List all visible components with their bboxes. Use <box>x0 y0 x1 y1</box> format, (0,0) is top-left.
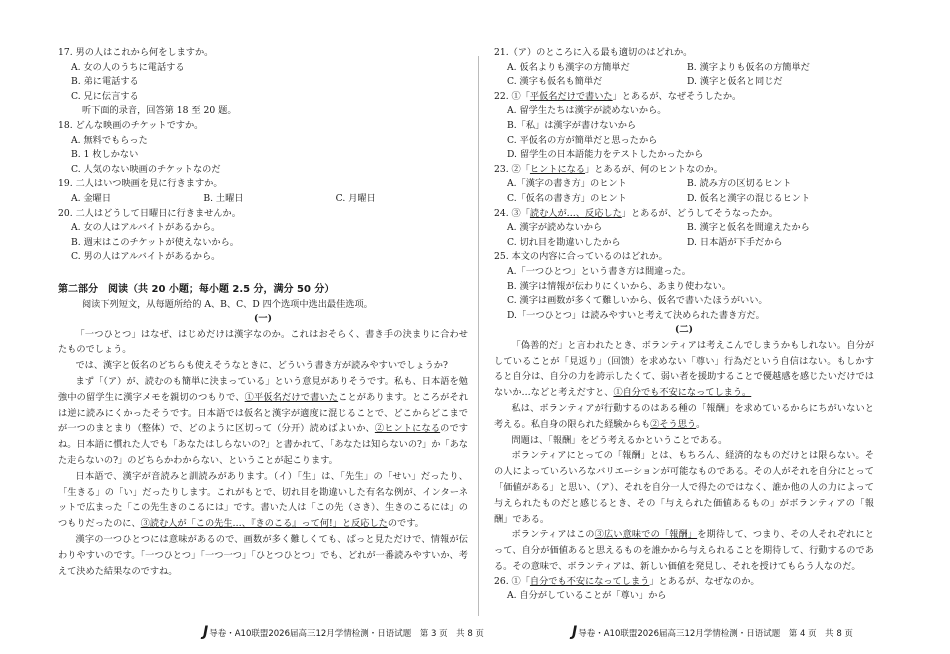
q21-options-ab <box>494 61 874 76</box>
q25-option-c: C. 漢字は画数が多くて難しいから、仮名で書いたほうがいい。 <box>507 295 768 307</box>
q17-stem: 17. 男の人はこれから何をしますか。 <box>58 47 214 58</box>
q19-stem: 19. 二人はいつ映画を見に行きますか。 <box>58 178 223 190</box>
section-title: 第二部分 阅读（共 20 小题；每小题 2.5 分，满分 50 分） <box>58 283 335 295</box>
q21-option-c: C. 漢字も仮名も簡単だ <box>507 76 603 88</box>
q23-options-cd <box>494 192 874 207</box>
page-divider <box>478 56 479 616</box>
passage-1-label: (一) <box>254 313 272 325</box>
q18-option-c: C. 人気のない映画のチケットなのだ <box>71 163 221 175</box>
q18-option-b: B. 1 枚しかない <box>71 149 139 161</box>
section-instruction: 阅读下列短文，从每题所给的 A、B、C、D 四个选项中选出最佳选项。 <box>82 298 373 310</box>
q22-stem: 22. ①「平仮名だけで書いた」とあるが、なぜそうしたか。 <box>494 90 742 102</box>
passage-1-para-3: まず「（ア）が、読むのも簡単に決まっている」という意見がありそうです。私も、日本語を勉強中の留学生に漢字メモを親切のつもりで、①平仮名だけで書いたことがあります。ところがそれは逆に読みにくかったそうです。日本語では仮名と漢字が適度に混じることで、どこからどこまでが一つのまとまり（整体）で、どのように区切って（分开）読めばよいか、②ヒントになるのですね。日本語に慣れた人でも「あなたはしらないの?」と書かれて、「あなたは知らないの?」か「あなた走らないの?」のどちらかわからない、ということが起こります。 <box>58 376 469 467</box>
passage-2-para-1: 「偽善的だ」と言われたとき、ボランティアは考えこんでしまうかもしれない。自分がしていることが「見返り」（回馈）を求めない「尊い」行為だという自信はない。もしかすると自分は、自分の力を誇示したくて、弱い者を援助することで優越感を感じたいだけではないか…などと考えだすと、①自分でも不安になってしまう。 <box>494 339 874 399</box>
left-page <box>58 46 468 614</box>
q23-options-ab <box>494 177 874 192</box>
q21-option-a: A. 仮名よりも漢字の方簡単だ <box>507 61 630 73</box>
right-page <box>494 46 874 614</box>
underline-6: ③広い意味での「報酬」 <box>594 529 698 541</box>
right-footer <box>572 624 853 640</box>
q20-option-a: A. 女の人はアルバイトがあるから。 <box>71 222 221 234</box>
passage-2-para-4: ボランティアにとっての「報酬」とは、もちろん、経済的なものだけとは限らない。その人によっていろいろなバリエーションが可能なものである。その人がそれを自分にとって「価値がある」と思い、（ア）、それを自分一人で得たのではなく、誰か他の人の力によって与えられたものだと感じるとき、その「与えられた価値あるもの」がボランティアの「報酬」である。 <box>494 450 874 525</box>
q21-option-d: D. 漢字と仮名と同じだ <box>687 76 783 88</box>
q22-option-c: C. 平仮名の方が簡単だと思ったから <box>507 134 658 146</box>
q25-stem: 25. 本文の内容に合っているのはどれか。 <box>494 251 668 263</box>
q24-options-ab <box>494 221 874 236</box>
underline-4: ①自分でも不安になってしまう。 <box>613 387 752 399</box>
q22-option-a: A. 留学生たちは漢字が読めないから。 <box>507 105 667 117</box>
passage-1-para-2: では、漢字と仮名のどちらも使えそうなときに、どういう書き方が読みやすいでしょうか? <box>75 360 448 372</box>
q19-option-b: B. 土曜日 <box>203 192 244 204</box>
passage-2-para-5: ボランティアはこの③広い意味での「報酬」を期待して、つまり、その人それぞれにとって、自分が価値あると思えるものを誰かから与えられることを期待して、行動するのである。その意味で、ボランティアは、新しい価値を発見し、それを授けてもらう人なのだ。 <box>494 529 874 573</box>
passage-2-para-2: 私は、ボランティアが行動するのはある種の「報酬」を求めているからにちがいないと考える。私自身の限られた経験からも②そう思う。 <box>494 403 874 430</box>
underline-3: ③読む人が「この先生…、『きのこる』って何!」と反応した <box>140 518 388 530</box>
q24-option-b: B. 漢字と仮名を間違えたから <box>687 222 810 234</box>
q21-stem: 21.（ア）のところに入る最も適切のはどれか。 <box>494 47 693 58</box>
q23-option-d: D. 仮名と漢字の混じるヒント <box>687 192 811 204</box>
q18-stem: 18. どんな映画のチケットですか。 <box>58 119 204 131</box>
q17-option-c: C. 兄に伝言する <box>71 90 139 102</box>
q25-option-d: D.「一つひとつ」は読みやすいと考えて決められた書き方だ。 <box>507 309 765 321</box>
q17-option-a: A. 女の人のうちに電話する <box>71 61 185 73</box>
passage-1-para-4: 日本語で、漢字が音読みと訓読みがあります。（イ）「生」は、「先生」の「せい」だったり、「生きる」の「い」だったりします。これがもとで、切れ目を勘違いした有名な例が、インターネットで広まった「この先生きのこるには」です。書いた人は「この先（さき）、生きのこるには」のつもりだったのに、③読む人が「この先生…、『きのこる』って何!」と反応したのです。 <box>58 470 468 530</box>
logo-icon: J <box>572 624 578 640</box>
q23-stem: 23. ②「ヒントになる」とあるが、何のヒントなのか。 <box>494 163 723 175</box>
q22-option-b: B.「私」は漢字が書けないから <box>507 119 637 131</box>
q26-stem: 26. ①「自分でも不安になってしまう」とあるが、なぜなのか。 <box>494 575 760 587</box>
passage-1-para-1: 「一つひとつ」はなぜ、はじめだけは漢字なのか。これはおそらく、書き手の決まりに合わせたものでしょう。 <box>58 328 468 356</box>
q23-option-a: A.「漢字の書き方」のヒント <box>507 178 627 190</box>
underline-1: ①平仮名だけで書いた <box>244 391 339 403</box>
q20-stem: 20. 二人はどうして日曜日に行きませんか。 <box>58 207 241 219</box>
q25-option-a: A.「一つひとつ」という書き方は間違った。 <box>507 265 691 277</box>
q24-option-a: A. 漢字が読めないから <box>507 222 603 234</box>
passage-1-para-5: 漢字の一つひとつには意味があるので、画数が多く難しくても、ぱっと見ただけで、情報が伝わりやすいのです。「一つひとつ」「一つ一つ」「ひとつひとつ」でも、どれが一番読みやすいか、考えて決めた結果なのですね。 <box>58 534 468 577</box>
underline-5: ②そう思う <box>650 418 697 430</box>
passage-2-label: (二) <box>675 324 693 336</box>
q23-option-c: C.「仮名の書き方」のヒント <box>507 192 627 204</box>
left-footer-text: 导卷・A10联盟2026届高三12月学情检测・日语试题 第 3 页 共 8 页 <box>209 629 484 639</box>
listening-instruction: 听下面的录音，回答第 18 至 20 题。 <box>82 105 237 117</box>
q21-option-b: B. 漢字よりも仮名の方簡単だ <box>687 61 810 73</box>
q22-option-d: D. 留学生の日本語能力をテストしたかったから <box>507 149 704 161</box>
q23-option-b: B. 読み方の区切るヒント <box>687 178 792 190</box>
q19-option-c: C. 月曜日 <box>335 192 376 204</box>
left-footer <box>203 624 484 640</box>
q24-options-cd <box>494 236 874 251</box>
q24-option-d: D. 日本語が下手だから <box>687 236 783 248</box>
q20-option-c: C. 男の人はアルバイトがあるから。 <box>71 251 221 263</box>
q26-option-a: A. 自分がしていることが「尊い」から <box>507 590 667 602</box>
q24-option-c: C. 切れ目を勘違いしたから <box>507 236 621 248</box>
right-footer-text: 导卷・A10联盟2026届高三12月学情检测・日语试题 第 4 页 共 8 页 <box>578 629 853 639</box>
q17-option-b: B. 弟に電話する <box>71 76 139 88</box>
q21-options-cd <box>494 75 874 90</box>
underline-2: ②ヒントになる <box>374 423 441 435</box>
q20-option-b: B. 週末はこのチケットが使えないから。 <box>71 236 239 248</box>
q19-options <box>58 192 468 207</box>
q19-option-a: A. 金曜日 <box>71 192 112 204</box>
q24-stem: 24. ③「読む人が…、反応した」とあるが、どうしてそうなったか。 <box>494 207 778 219</box>
q25-option-b: B. 漢字は情報が伝わりにくいから、あまり使わない。 <box>507 280 731 292</box>
q18-option-a: A. 無料でもらった <box>71 134 148 146</box>
logo-icon: J <box>203 624 209 640</box>
passage-2-para-3: 問題は、「報酬」をどう考えるかということである。 <box>511 434 728 446</box>
